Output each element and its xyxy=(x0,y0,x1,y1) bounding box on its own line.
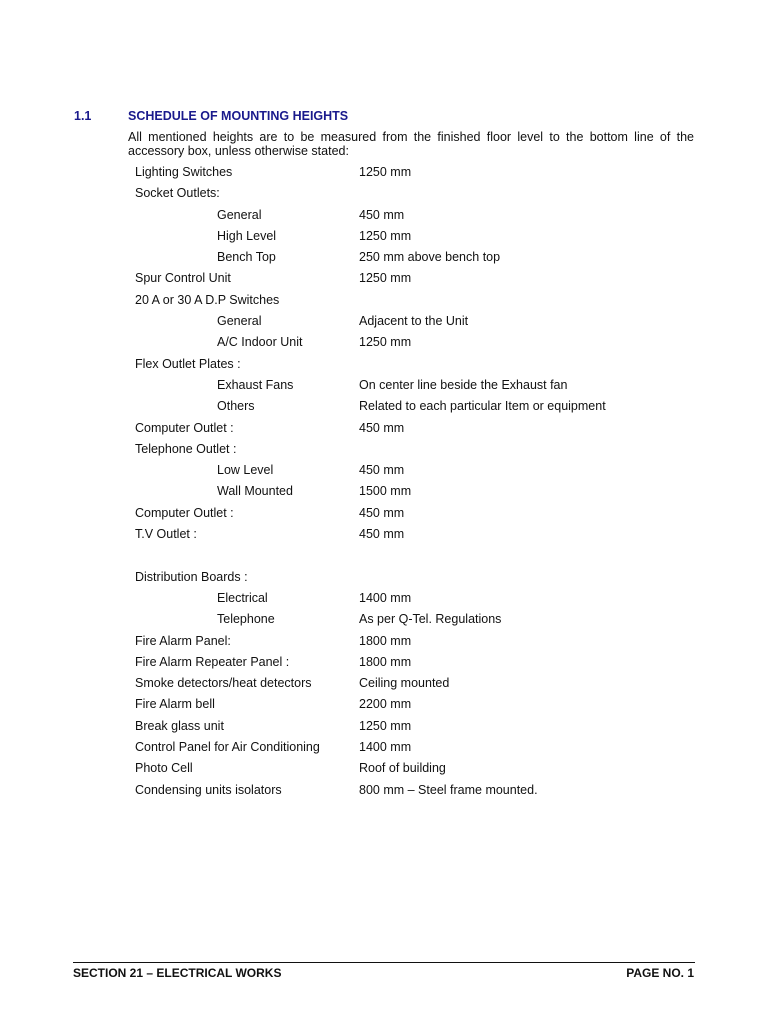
schedule-row xyxy=(0,332,768,353)
section-title: SCHEDULE OF MOUNTING HEIGHTS xyxy=(128,109,349,123)
schedule-row xyxy=(0,545,768,566)
schedule-item-value: 250 mm above bench top xyxy=(359,250,501,265)
schedule-row xyxy=(0,460,768,481)
schedule-item-label: Exhaust Fans xyxy=(217,377,294,392)
schedule-row xyxy=(0,439,768,460)
section-number: 1.1 xyxy=(74,109,92,123)
schedule-item-label: Break glass unit xyxy=(135,718,224,733)
schedule-item-value: 450 mm xyxy=(359,420,405,435)
schedule-item-value: 1400 mm xyxy=(359,590,412,605)
schedule-row xyxy=(0,631,768,652)
schedule-item-label: Electrical xyxy=(217,590,268,605)
schedule-item-label: Others xyxy=(217,399,255,414)
schedule-item-value: 1400 mm xyxy=(359,740,412,755)
schedule-item-value: 1500 mm xyxy=(359,484,412,499)
schedule-row xyxy=(0,375,768,396)
schedule-row xyxy=(0,588,768,609)
schedule-item-label: T.V Outlet : xyxy=(135,527,197,542)
schedule-row xyxy=(0,673,768,694)
schedule-item-label: Flex Outlet Plates : xyxy=(135,356,241,371)
schedule-item-value: 1250 mm xyxy=(359,165,412,179)
schedule-row xyxy=(0,567,768,588)
schedule-row xyxy=(0,311,768,332)
schedule-row xyxy=(0,290,768,311)
schedule-item-label: General xyxy=(217,207,262,222)
schedule-item-value: 450 mm xyxy=(359,505,405,520)
schedule-item-label: Fire Alarm bell xyxy=(135,697,215,712)
schedule-item-label: Smoke detectors/heat detectors xyxy=(135,676,312,691)
schedule-item-label: A/C Indoor Unit xyxy=(217,335,303,350)
schedule-item-label: Fire Alarm Panel: xyxy=(135,633,231,648)
schedule-item-value: Roof of building xyxy=(359,761,446,776)
schedule-item-value: 1250 mm xyxy=(359,271,412,286)
schedule-item-value: On center line beside the Exhaust fan xyxy=(359,377,568,392)
schedule-row xyxy=(0,162,768,183)
schedule-row xyxy=(0,609,768,630)
schedule-item-value: 1250 mm xyxy=(359,718,412,733)
schedule-row xyxy=(0,354,768,375)
schedule-item-label: Socket Outlets: xyxy=(135,186,220,201)
footer-page-number: PAGE NO. 1 xyxy=(626,966,694,980)
schedule-item-value: Related to each particular Item or equipment xyxy=(359,399,606,414)
schedule-row xyxy=(0,694,768,715)
schedule-item-value: 2200 mm xyxy=(359,697,412,712)
schedule-item-value: 1800 mm xyxy=(359,654,412,669)
schedule-row xyxy=(0,396,768,417)
schedule-row xyxy=(0,503,768,524)
schedule-item-label: Lighting Switches xyxy=(135,165,233,179)
schedule-row xyxy=(0,268,768,289)
schedule-item-value: 450 mm xyxy=(359,207,405,222)
schedule-item-label: Distribution Boards : xyxy=(135,569,248,584)
schedule-item-label: General xyxy=(217,314,262,329)
schedule-item-label: Condensing units isolators xyxy=(135,782,282,797)
schedule-item-label: High Level xyxy=(217,228,277,243)
schedule-row xyxy=(0,737,768,758)
schedule-item-label: Fire Alarm Repeater Panel : xyxy=(135,654,290,669)
schedule-item-value: 1250 mm xyxy=(359,335,412,350)
schedule-item-label: Control Panel for Air Conditioning xyxy=(135,740,320,755)
schedule-item-label: Telephone xyxy=(217,612,275,627)
schedule-row xyxy=(0,205,768,226)
schedule-item-value: 450 mm xyxy=(359,527,405,542)
schedule-item-value: 1250 mm xyxy=(359,228,412,243)
schedule-item-label: Telephone Outlet : xyxy=(135,441,237,456)
schedule-row xyxy=(0,247,768,268)
footer-rule xyxy=(73,962,695,963)
schedule-item-value: Adjacent to the Unit xyxy=(359,314,469,329)
schedule-row xyxy=(0,481,768,502)
schedule-item-label: Wall Mounted xyxy=(217,484,293,499)
schedule-item-label: Computer Outlet : xyxy=(135,505,234,520)
schedule-item-value: Ceiling mounted xyxy=(359,676,450,691)
schedule-item-value: As per Q-Tel. Regulations xyxy=(359,612,502,627)
schedule-item-label: 20 A or 30 A D.P Switches xyxy=(135,292,280,307)
footer-section-label: SECTION 21 – ELECTRICAL WORKS xyxy=(73,966,282,980)
schedule-item-label: Computer Outlet : xyxy=(135,420,234,435)
schedule-row xyxy=(0,780,768,801)
schedule-row xyxy=(0,183,768,204)
schedule-row xyxy=(0,716,768,737)
schedule-item-label: Low Level xyxy=(217,463,274,478)
schedule-item-value: 800 mm – Steel frame mounted. xyxy=(359,782,538,797)
schedule-row xyxy=(0,758,768,779)
schedule-item-value: 450 mm xyxy=(359,463,405,478)
schedule-row xyxy=(0,226,768,247)
intro-paragraph: All mentioned heights are to be measured from the finished floor level to the bottom line of the accessory box, unless otherwise stated: xyxy=(128,130,694,158)
schedule-row xyxy=(0,524,768,545)
schedule-row xyxy=(0,652,768,673)
schedule-item-label: Bench Top xyxy=(217,250,276,265)
schedule-item-value: 1800 mm xyxy=(359,633,412,648)
mounting-heights-schedule xyxy=(0,162,768,801)
schedule-item-label: Photo Cell xyxy=(135,761,193,776)
schedule-item-label: Spur Control Unit xyxy=(135,271,231,286)
schedule-row xyxy=(0,418,768,439)
